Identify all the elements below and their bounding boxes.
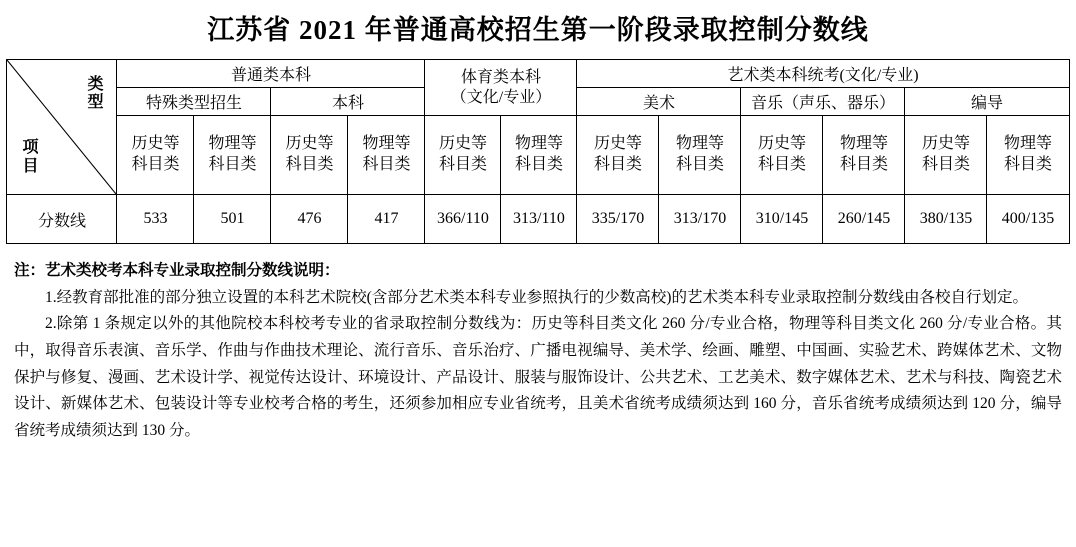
group-header-yishu: 艺术类本科统考(文化/专业) — [577, 60, 1069, 88]
subgroup-header-meishu: 美术 — [577, 88, 741, 116]
subject-column-7 — [577, 116, 659, 195]
subject-column-1 — [117, 116, 194, 195]
subgroup-header-biandao: 编导 — [905, 88, 1069, 116]
subject-column-10 — [823, 116, 905, 195]
notes-section — [14, 258, 1062, 445]
score-cell-5: 366/110 — [425, 195, 501, 244]
score-cell-8: 313/170 — [659, 195, 741, 244]
score-cell-6: 313/110 — [501, 195, 577, 244]
subject-column-8 — [659, 116, 741, 195]
score-cell-11: 380/135 — [905, 195, 987, 244]
score-cell-9: 310/145 — [741, 195, 823, 244]
subject-col-7-line1: 历史等 — [593, 135, 642, 153]
subject-col-2-line2: 科目类 — [208, 156, 257, 173]
subgroup-header-teshu: 特殊类型招生 — [117, 88, 271, 116]
table-row-top-groups — [7, 60, 1069, 88]
subject-column-4 — [348, 116, 425, 195]
subject-col-5-line1: 历史等 — [438, 135, 487, 153]
score-cell-10: 260/145 — [823, 195, 905, 244]
page-title: 江苏省 2021 年普通高校招生第一阶段录取控制分数线 — [207, 15, 869, 45]
subject-col-6-line1: 物理等 — [514, 135, 563, 153]
subject-column-6 — [501, 116, 577, 195]
subgroup-header-yinyue: 音乐（声乐、器乐） — [741, 88, 905, 116]
table-corner-header — [7, 60, 117, 195]
subject-col-8-line2: 科目类 — [675, 156, 724, 173]
table-row-scores — [7, 195, 1069, 244]
group-header-tiyu-line2: （文化/专业） — [450, 88, 552, 106]
row-label-score-line: 分数线 — [7, 195, 117, 244]
subject-col-7-line2: 科目类 — [593, 156, 642, 173]
subject-col-9-line2: 科目类 — [757, 156, 806, 173]
subject-col-11-line2: 科目类 — [921, 156, 970, 173]
group-header-putong: 普通类本科 — [117, 60, 425, 88]
subject-column-2 — [194, 116, 271, 195]
subject-column-11 — [905, 116, 987, 195]
subject-col-5-line2: 科目类 — [438, 156, 487, 173]
subject-col-1-line1: 历史等 — [131, 135, 180, 153]
subject-column-12 — [987, 116, 1069, 195]
score-line-table — [6, 59, 1069, 244]
score-cell-4: 417 — [348, 195, 425, 244]
notes-item-1: 1.经教育部批准的部分独立设置的本科艺术院校(含部分艺术类本科专业参照执行的少数高校)的艺术类本科专业录取控制分数线由各校自行划定。 — [45, 288, 1028, 306]
subject-col-3-line2: 科目类 — [285, 156, 334, 173]
subject-col-12-line2: 科目类 — [1004, 156, 1053, 173]
subject-col-10-line1: 物理等 — [839, 135, 888, 153]
corner-label-type: 类型 — [87, 76, 104, 112]
subject-col-4-line2: 科目类 — [362, 156, 411, 173]
score-cell-7: 335/170 — [577, 195, 659, 244]
score-cell-2: 501 — [194, 195, 271, 244]
subject-col-2-line1: 物理等 — [208, 135, 257, 153]
subject-col-11-line1: 历史等 — [921, 135, 970, 153]
subject-col-3-line1: 历史等 — [285, 135, 334, 153]
corner-label-item: 项目 — [22, 139, 39, 175]
subject-column-9 — [741, 116, 823, 195]
subgroup-header-benke: 本科 — [271, 88, 425, 116]
subject-column-3 — [271, 116, 348, 195]
subject-column-5 — [425, 116, 501, 195]
table-row-subject-columns — [7, 116, 1069, 195]
subject-col-1-line2: 科目类 — [131, 156, 180, 173]
subject-col-4-line1: 物理等 — [362, 135, 411, 153]
notes-heading: 注：艺术类校考本科专业录取控制分数线说明： — [14, 262, 340, 279]
score-cell-12: 400/135 — [987, 195, 1069, 244]
notes-item-2: 2.除第 1 条规定以外的其他院校本科校考专业的省录取控制分数线为：历史等科目类文化 260 分/专业合格，物理等科目类文化 260 分/专业合格。其中，取得音乐表演、音乐学、作曲与作曲技术理论、流行音乐、音乐治疗、广播电视编导、美术学、绘画、雕塑、中国画、实验艺术、跨媒体艺术、文物保护与修复、漫画、艺术设计学、视觉传达设计、环境设计、产品设计、服装与服饰设计、公共艺术、工艺美术、数字媒体艺术、艺术与科技、陶瓷艺术设计、新媒体艺术、包装设计等专业校考合格的考生，还须参加相应专业省统考，且美术省统考成绩须达到 160 分，音乐省统考成绩须达到 120 分，编导省统考成绩须达到 130 分。 — [14, 315, 1062, 439]
group-header-tiyu-line1: 体育类本科 — [460, 68, 541, 86]
subject-col-9-line1: 历史等 — [757, 135, 806, 153]
group-header-tiyu — [425, 60, 577, 116]
subject-col-6-line2: 科目类 — [514, 156, 563, 173]
subject-col-10-line2: 科目类 — [839, 156, 888, 173]
score-cell-1: 533 — [117, 195, 194, 244]
subject-col-12-line1: 物理等 — [1004, 135, 1053, 153]
score-cell-3: 476 — [271, 195, 348, 244]
subject-col-8-line1: 物理等 — [675, 135, 724, 153]
